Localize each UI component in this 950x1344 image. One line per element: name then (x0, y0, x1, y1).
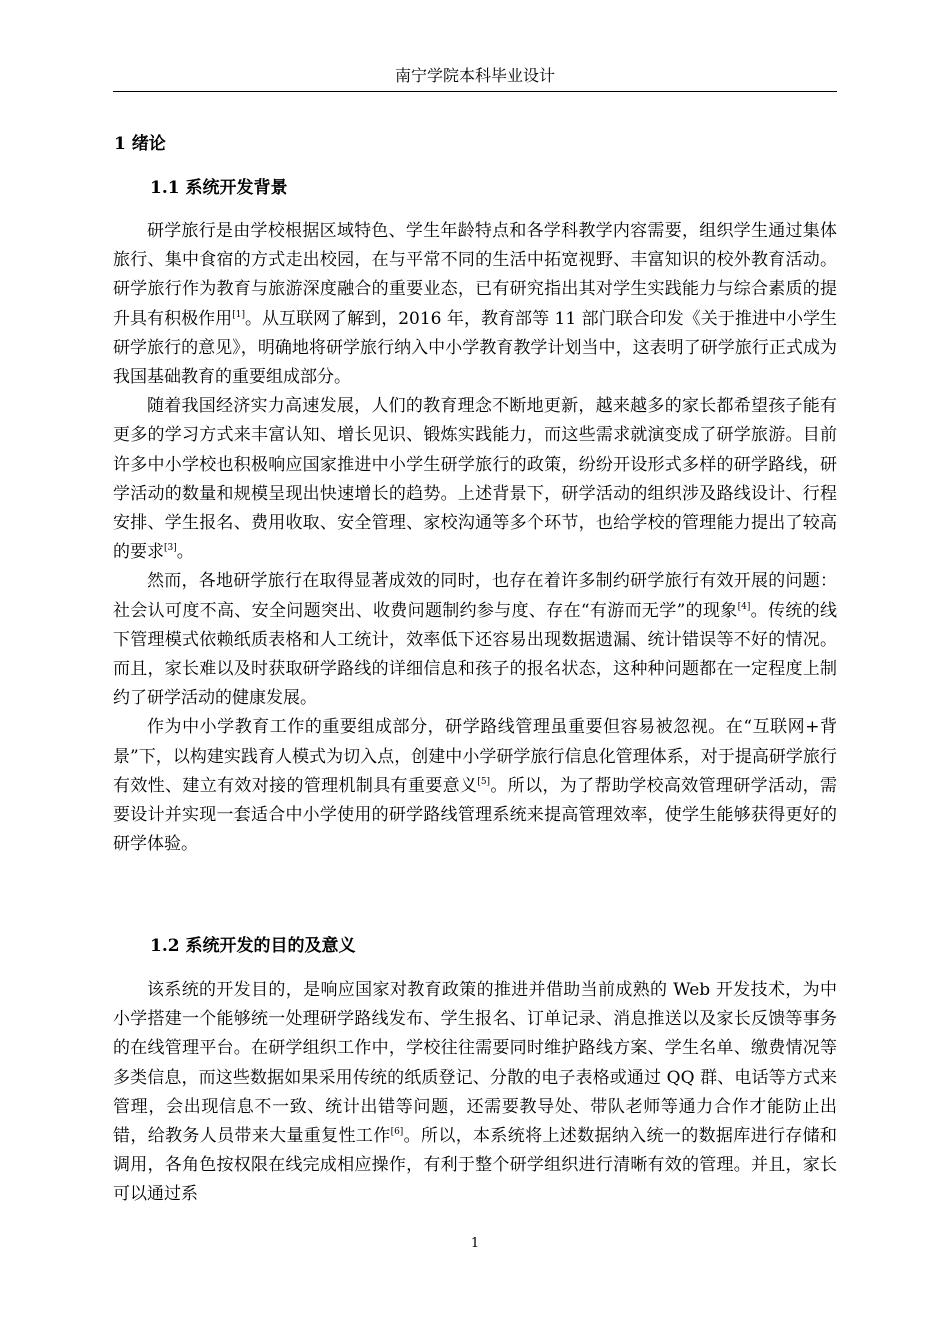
page-number: 1 (470, 1236, 480, 1251)
paragraph-text: 作为中小学教育工作的重要组成部分，研学路线管理虽重要但容易被忽视。在“互联网+背景”下，以构建实践育人模式为切入点，创建中小学研学旅行信息化管理体系，对于提高研学旅行有效性、建立有效对接的管理机制具有重要意义 (113, 717, 837, 796)
citation-ref: [3] (164, 543, 177, 554)
paragraph-text: 研学旅行是由学校根据区域特色、学生年龄特点和各学科教学内容需要，组织学生通过集体旅行、集中食宿的方式走出校园，在与平常不同的生活中拓宽视野、丰富知识的校外教育活动。研学旅行作为教育与旅游深度融合的重要业态，已有研究指出其对学生实践能力与综合素质的提升具有积极作用 (113, 221, 837, 329)
section-body-1-2 (113, 976, 837, 1210)
section-body-1-1 (113, 217, 837, 859)
paragraph-text: 。 (176, 542, 194, 563)
paragraph (113, 976, 837, 1210)
chapter-heading: 1 绪论 (114, 134, 166, 154)
paragraph-text: 该系统的开发目的，是响应国家对教育政策的推进并借助当前成熟的 Web 开发技术，为中小学搭建一个能够统一处理研学路线发布、学生报名、订单记录、消息推送以及家长反馈等事务的在线管理平台。在研学组织工作中，学校往往需要同时维护路线方案、学生名单、缴费情况等多类信息，而这些数据如果采用传统的纸质登记、分散的电子表格或通过 QQ 群、电话等方式来管理，会出现信息不一致、统计出错等问题，还需要教导处、带队老师等通力合作才能防止出错，给教务人员带来大量重复性工作 (113, 980, 837, 1147)
paragraph-text: 随着我国经济实力高速发展，人们的教育理念不断地更新，越来越多的家长都希望孩子能有更多的学习方式来丰富认知、增长见识、锻炼实践能力，而这些需求就演变成了研学旅游。目前许多中小学校也积极响应国家推进中小学生研学旅行的政策，纷纷开设形式多样的研学路线，研学活动的数量和规模呈现出快速增长的趋势。上述背景下，研学活动的组织涉及路线设计、行程安排、学生报名、费用收取、安全管理、家校沟通等多个环节，也给学校的管理能力提出了较高的要求 (113, 396, 837, 563)
section-heading-1-1: 1.1 系统开发背景 (150, 178, 288, 198)
header-divider (113, 91, 837, 92)
citation-ref: [1] (232, 309, 245, 320)
citation-ref: [6] (390, 1127, 404, 1138)
paragraph-text: 。传统的线下管理模式依赖纸质表格和人工统计，效率低下还容易出现数据遗漏、统计错误等不好的情况。而且，家长难以及时获取研学路线的详细信息和孩子的报名状态，这种种问题都在一定程度上制约了研学活动的健康发展。 (113, 600, 837, 709)
citation-ref: [5] (477, 776, 491, 787)
paragraph (113, 217, 837, 392)
running-header: 南宁学院本科毕业设计 (394, 66, 555, 85)
paragraph-text: 。从互联网了解到，2016 年，教育部等 11 部门联合印发《关于推进中小学生研学旅行的意见》，明确地将研学旅行纳入中小学教育教学计划当中，这表明了研学旅行正式成为我国基础教育的重要组成部分。 (113, 308, 837, 388)
paragraph (113, 567, 837, 713)
citation-ref: [4] (737, 601, 751, 612)
paragraph (113, 392, 837, 567)
paragraph-text: 。所以，本系统将上述数据纳入统一的数据库进行存储和调用，各角色按权限在线完成相应操作，有利于整个研学组织进行清晰有效的管理。并且，家长可以通过系 (113, 1126, 838, 1205)
paragraph (113, 713, 837, 859)
section-heading-1-2: 1.2 系统开发的目的及意义 (150, 936, 356, 956)
paragraph-text: 然而，各地研学旅行在取得显著成效的同时，也存在着许多制约研学旅行有效开展的问题：社会认可度不高、安全问题突出、收费问题制约参与度、存在“有游而无学”的现象 (113, 571, 837, 621)
paragraph-text: 。所以，为了帮助学校高效管理研学活动，需要设计并实现一套适合中小学使用的研学路线管理系统来提高管理效率，使学生能够获得更好的研学体验。 (113, 775, 838, 855)
